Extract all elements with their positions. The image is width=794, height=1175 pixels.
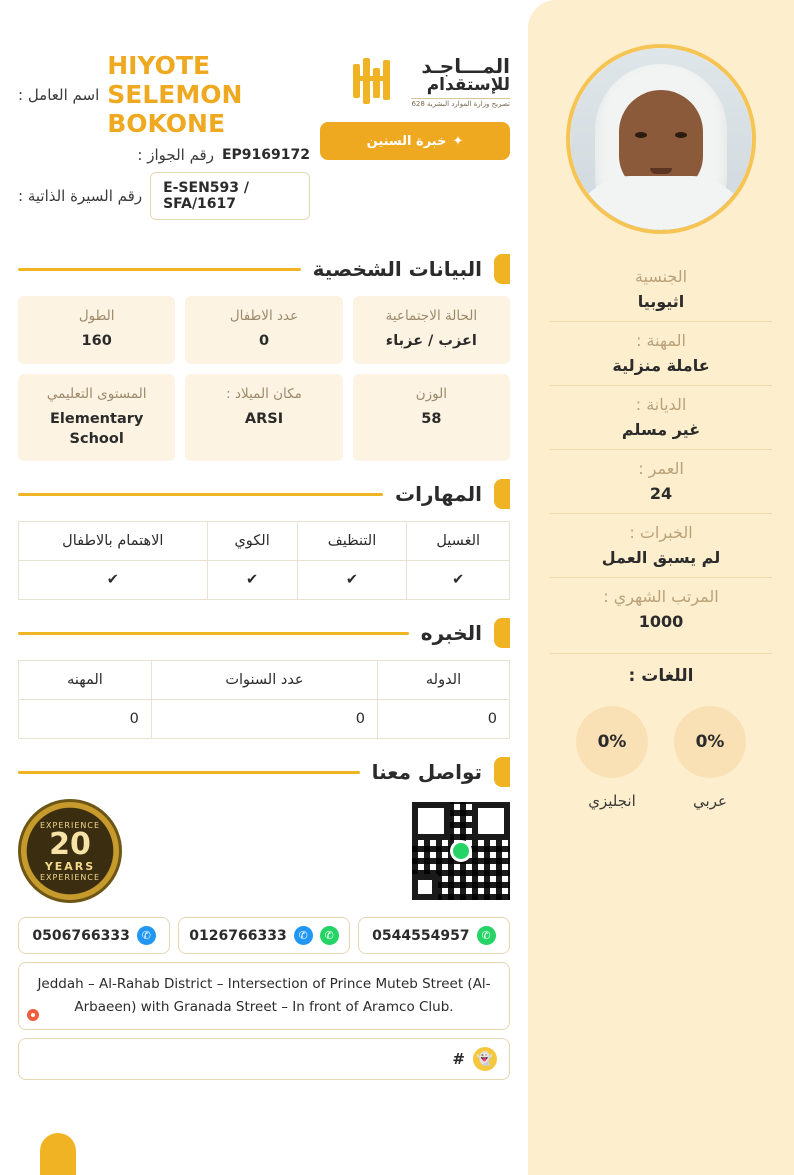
social-box[interactable]: [18, 1038, 510, 1080]
check-icon-washing: ✔: [407, 561, 510, 600]
languages-title: اللغات :: [550, 653, 772, 686]
personal-label-children: عدد الاطفال: [229, 308, 299, 325]
check-icon-ironing: ✔: [207, 561, 297, 600]
section-header-contact: [18, 757, 510, 787]
personal-label-weight: الوزن: [415, 386, 447, 403]
table-row: [19, 661, 510, 700]
check-icon-childcare: ✔: [19, 561, 208, 600]
field-cv-number: [18, 172, 310, 220]
experience-cell-years: 0: [151, 700, 377, 739]
personal-value-birthplace: ARSI: [244, 411, 284, 428]
section-rule: [18, 493, 383, 496]
personal-value-education: Elementary School: [50, 411, 144, 447]
experience-badge-label: خبرة السنين: [366, 133, 447, 149]
languages-row: [550, 706, 772, 810]
contact-top-row: [18, 799, 510, 903]
logo-lockup: [320, 54, 510, 110]
section-header-experience: [18, 618, 510, 648]
logo-text: [411, 53, 510, 108]
sidebar-label-occupation: المهنة :: [636, 331, 686, 350]
address-text: Jeddah – Al-Rahab District – Intersection of Prince Muteb Street (Al-Arbaeen) with Granada Street – In front of Aramco Club.: [37, 976, 491, 1016]
sidebar-label-experience: الخبرات :: [629, 523, 693, 542]
whatsapp-icon[interactable]: ✆: [477, 926, 496, 945]
section-marker-icon: [494, 618, 510, 648]
phone-icon[interactable]: ✆: [294, 926, 313, 945]
section-rule: [18, 632, 409, 635]
photo-eye-right: [675, 132, 687, 138]
sidebar-item-occupation: [550, 321, 772, 385]
sidebar-item-salary: [550, 577, 772, 641]
seal-number: 20: [49, 826, 91, 862]
section-title-personal: البيانات الشخصية: [312, 257, 482, 282]
personal-cell-weight: [353, 374, 510, 461]
passport-label: رقم الجواز :: [137, 146, 214, 165]
experience-badge: [320, 122, 510, 160]
candidate-name-label: اسم العامل :: [18, 86, 100, 105]
avatar: [566, 44, 756, 234]
sidebar-value-religion: غير مسلم: [621, 420, 701, 439]
personal-label-education: المستوى التعليمي: [46, 386, 147, 403]
sidebar-item-experience: [550, 513, 772, 577]
sidebar-info-list: [528, 258, 794, 810]
phone-pill-2[interactable]: [178, 917, 349, 954]
logo-mark-icon: [347, 54, 403, 110]
sidebar-label-age: العمر :: [638, 459, 684, 478]
skills-header-ironing: الكوي: [207, 522, 297, 561]
header-fields: [18, 48, 310, 228]
personal-cell-marital: [353, 296, 510, 364]
bottom-marker-icon: [40, 1133, 76, 1175]
personal-value-marital: اعزب / عزباء: [385, 333, 477, 350]
section-marker-icon: [494, 479, 510, 509]
language-item-arabic: [674, 706, 746, 810]
candidate-photo: [570, 48, 752, 230]
section-header-skills: [18, 479, 510, 509]
personal-cell-birthplace: [185, 374, 342, 461]
section-title-contact: تواصل معنا: [371, 760, 482, 785]
section-marker-icon: [494, 757, 510, 787]
phone-pill-1[interactable]: [358, 917, 510, 954]
section-title-experience: الخبره: [420, 621, 482, 646]
section-rule: [18, 268, 301, 271]
snapchat-icon[interactable]: 👻: [473, 1047, 497, 1071]
experience-table: [18, 660, 510, 739]
check-icon-cleaning: ✔: [297, 561, 407, 600]
logo-line3: تصريح وزارة الموارد البشرية 628: [411, 99, 510, 108]
section-title-skills: المهارات: [395, 482, 482, 507]
phone-number-2: 0126766333: [189, 927, 287, 944]
personal-data-grid: [18, 296, 510, 461]
whatsapp-icon[interactable]: ✆: [320, 926, 339, 945]
field-passport: [18, 146, 310, 164]
qr-finder-bottom-left: [412, 874, 438, 900]
whatsapp-icon: [450, 840, 472, 862]
personal-label-birthplace: مكان الميلاد :: [226, 386, 302, 403]
experience-cell-profession: 0: [19, 700, 152, 739]
sidebar-item-religion: [550, 385, 772, 449]
field-name: [18, 52, 310, 138]
photo-mouth: [650, 168, 672, 174]
language-name-english: انجليزي: [588, 792, 636, 810]
social-handle: #: [452, 1050, 465, 1069]
sidebar-label-nationality: الجنسية: [634, 267, 688, 286]
qr-code[interactable]: [412, 802, 510, 900]
phone-pill-3[interactable]: [18, 917, 170, 954]
seal-years-text: YEARS: [44, 859, 96, 873]
section-rule: [18, 771, 360, 774]
sidebar-item-nationality: [550, 258, 772, 321]
sidebar-label-salary: المرتب الشهري :: [603, 587, 719, 606]
personal-value-height: 160: [81, 333, 112, 350]
sidebar-value-nationality: اثيوبيا: [637, 292, 685, 311]
personal-value-weight: 58: [421, 411, 442, 428]
language-item-english: [576, 706, 648, 810]
sparkle-icon: ✦: [452, 133, 464, 149]
experience-seal: [18, 799, 122, 903]
phone-icon[interactable]: ✆: [137, 926, 156, 945]
section-marker-icon: [494, 254, 510, 284]
table-row: [19, 561, 510, 600]
table-row: [19, 522, 510, 561]
phone-number-1: 0544554957: [372, 927, 470, 944]
table-row: [19, 700, 510, 739]
language-level-arabic: 0%: [674, 706, 746, 778]
candidate-name: HIYOTE SELEMON BOKONE: [107, 51, 243, 138]
cv-number-label: رقم السيرة الذاتية :: [18, 187, 143, 206]
sidebar-value-age: 24: [649, 484, 673, 503]
contact-area: [18, 799, 510, 1080]
sidebar-value-experience: لم يسبق العمل: [601, 548, 721, 567]
company-logo: [320, 48, 510, 160]
phone-row: [18, 917, 510, 954]
experience-header-country: الدوله: [378, 661, 510, 700]
sidebar: [528, 0, 794, 1175]
logo-line2: للإستقدام: [426, 74, 510, 95]
logo-line1: المـــاجـد: [421, 53, 510, 78]
personal-label-height: الطول: [78, 308, 115, 325]
skills-header-childcare: الاهتمام بالاطفال: [19, 522, 208, 561]
sidebar-value-occupation: عاملة منزلية: [612, 356, 710, 375]
personal-cell-height: [18, 296, 175, 364]
skills-table: [18, 521, 510, 600]
cv-number: E-SEN593 / SFA/1617: [150, 172, 310, 220]
document-header: [18, 0, 510, 236]
seal-bottom-text: EXPERIENCE: [40, 872, 101, 882]
language-level-english: 0%: [576, 706, 648, 778]
address-box: [18, 962, 510, 1030]
passport-number: EP9169172: [221, 147, 310, 164]
personal-cell-children: [185, 296, 342, 364]
phone-number-3: 0506766333: [32, 927, 130, 944]
photo-eye-left: [635, 132, 647, 138]
skills-header-cleaning: التنظيف: [297, 522, 407, 561]
seal-top-text: EXPERIENCE: [40, 820, 101, 830]
personal-cell-education: [18, 374, 175, 461]
personal-label-marital: الحالة الاجتماعية: [385, 308, 478, 325]
language-name-arabic: عربي: [693, 792, 727, 810]
experience-header-profession: المهنه: [19, 661, 152, 700]
sidebar-item-age: [550, 449, 772, 513]
experience-cell-country: 0: [378, 700, 510, 739]
sidebar-value-salary: 1000: [638, 612, 684, 631]
personal-value-children: 0: [258, 333, 270, 350]
sidebar-label-religion: الديانة :: [635, 395, 687, 414]
experience-header-years: عدد السنوات: [151, 661, 377, 700]
section-header-personal: [18, 254, 510, 284]
skills-header-washing: الغسيل: [407, 522, 510, 561]
location-pin-icon: [27, 1009, 39, 1021]
